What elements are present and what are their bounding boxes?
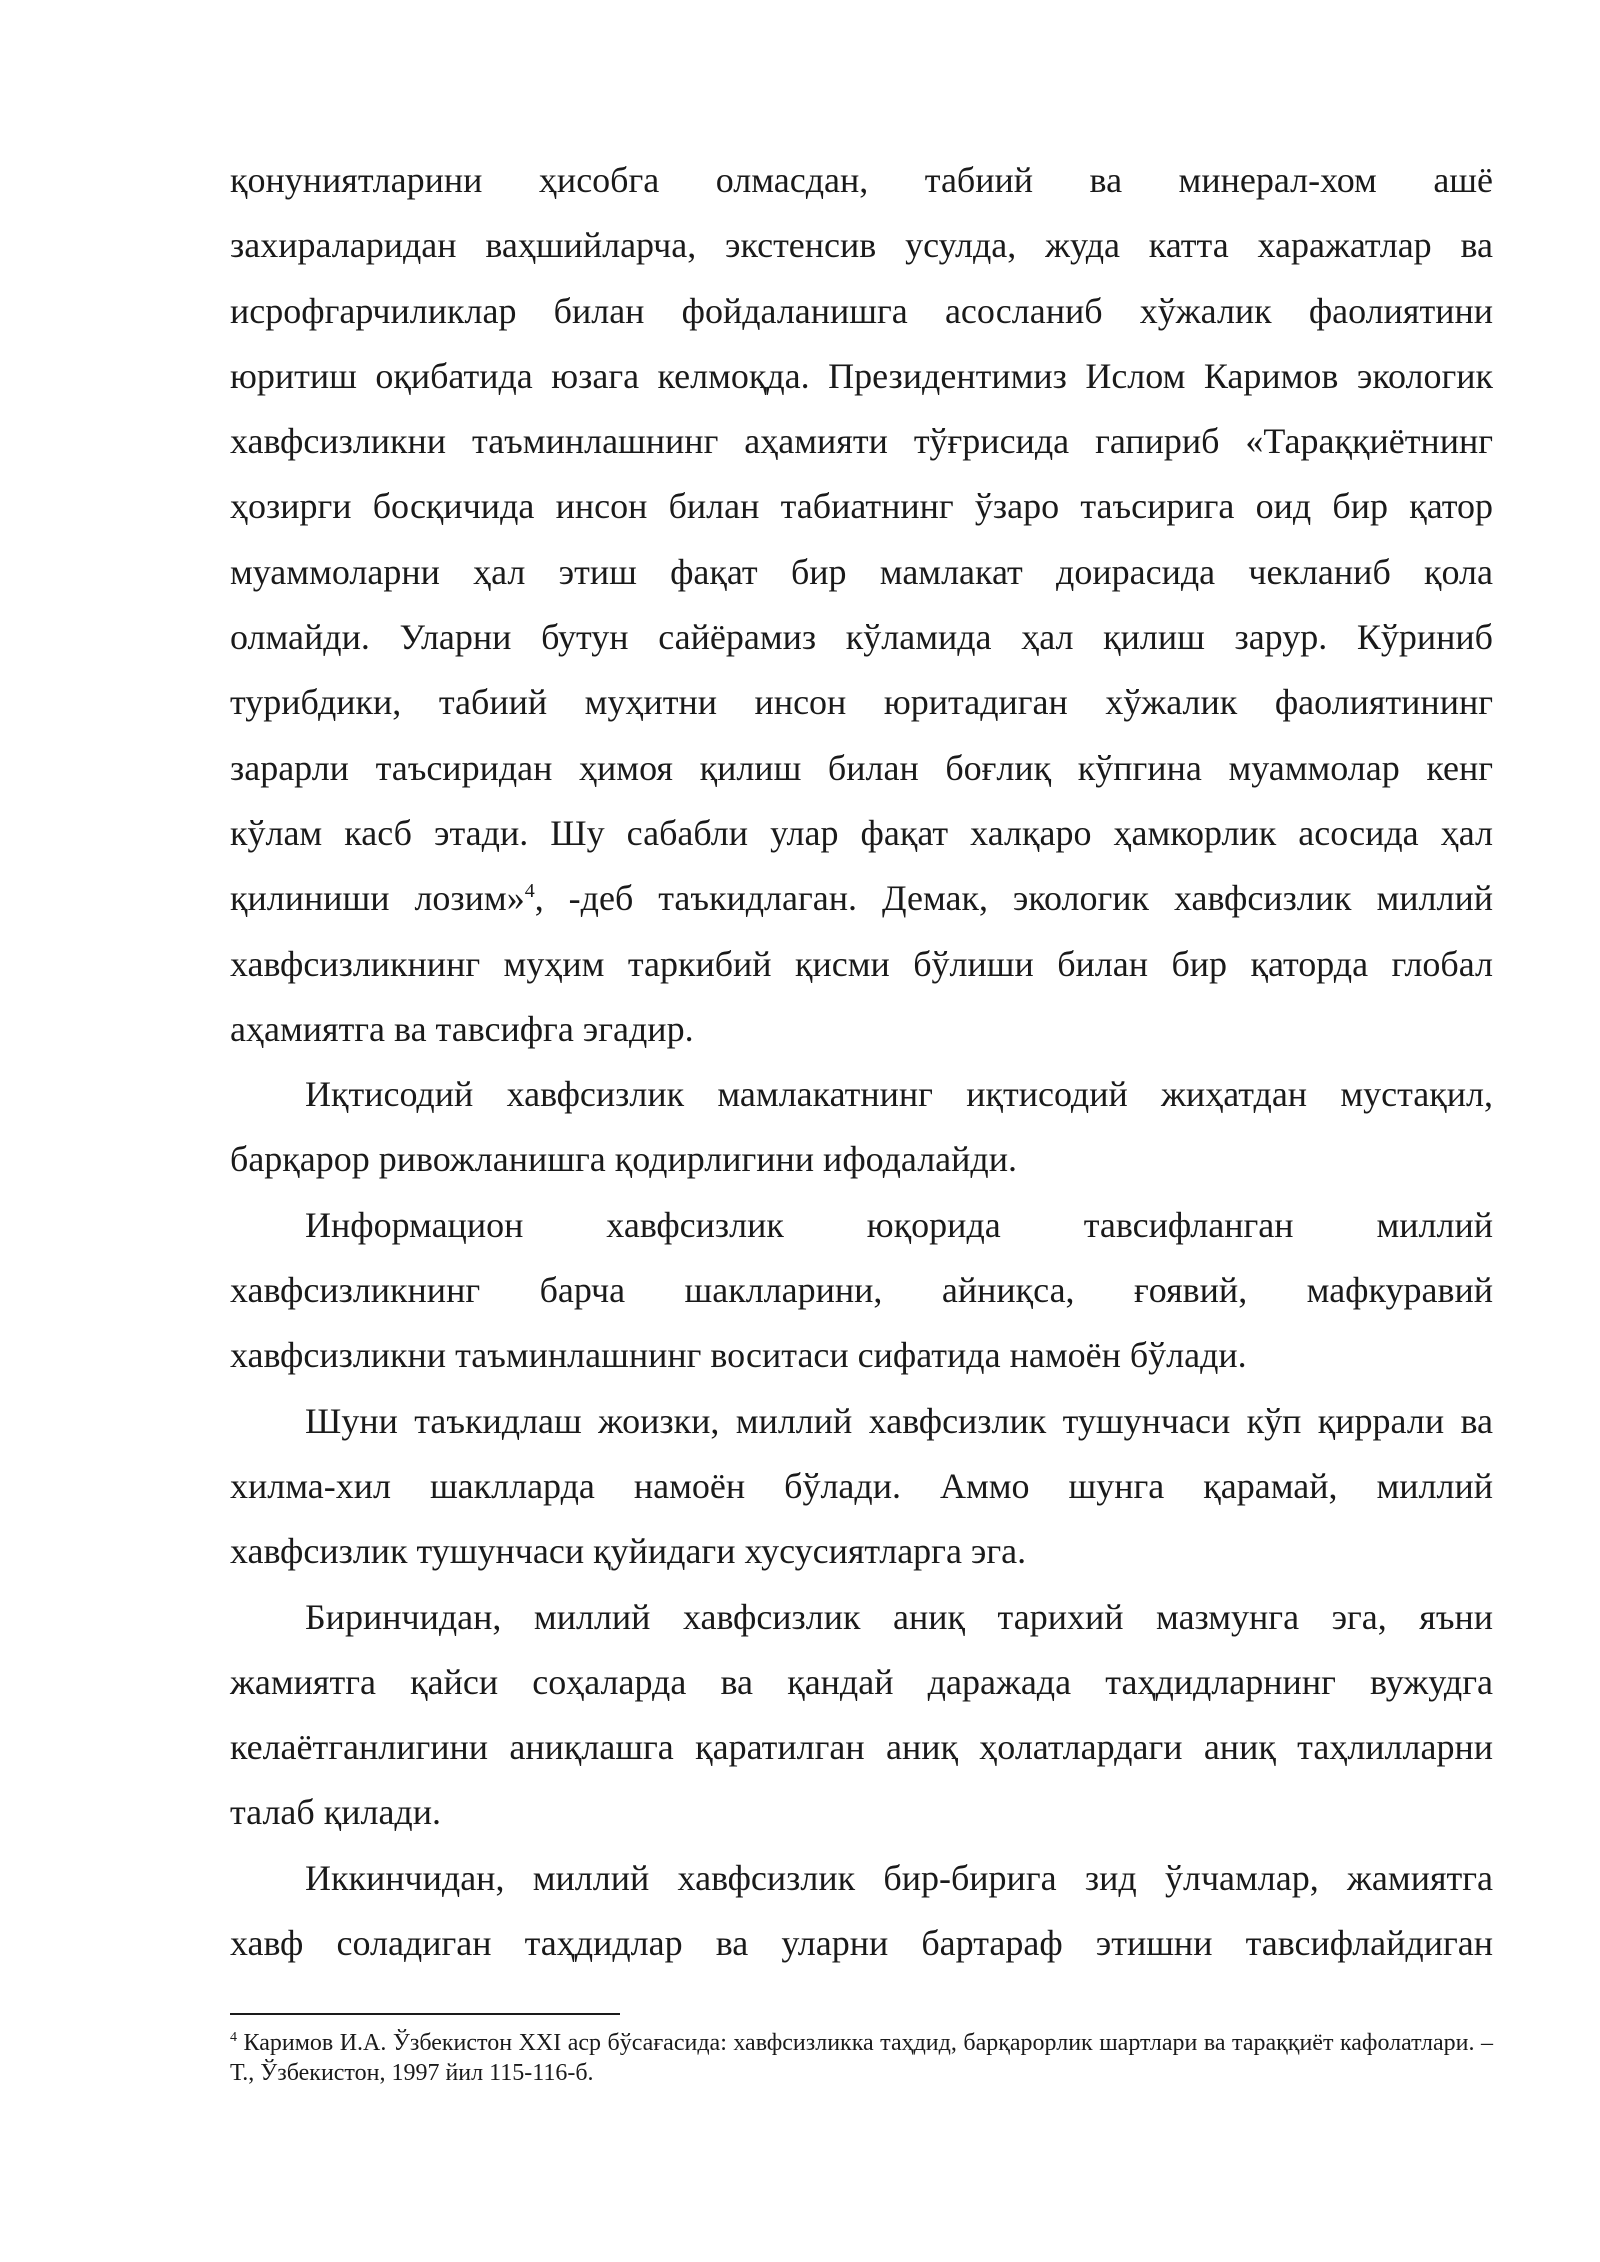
text-line: юритиш оқибатида юзага келмоқда. Президентимиз Ислом Каримов экологик xyxy=(230,355,1493,396)
text-line: жамиятга қайси соҳаларда ва қандай даражада таҳдидларнинг вужудга xyxy=(230,1661,1493,1702)
text-line: зарарли таъсиридан ҳимоя қилиш билан боғлиқ кўпгина муаммолар кенг xyxy=(230,747,1493,788)
text-line: ҳозирги босқичида инсон билан табиатнинг ўзаро таъсирига оид бир қатор xyxy=(230,486,1493,527)
text-line: Информацион хавфсизлик юқорида тавсифланган миллий xyxy=(305,1204,1493,1245)
text-line: Шуни таъкидлаш жоизки, миллий хавфсизлик тушунчаси кўп қиррали ва xyxy=(305,1400,1493,1441)
text-line: хавфсизликни таъминлашнинг аҳамияти тўғрисида гапириб «Тараққиётнинг xyxy=(230,421,1493,462)
text-line: хавфсизлик тушунчаси қуйидаги хусусиятларга эга. xyxy=(230,1531,1027,1572)
paragraph-3 xyxy=(230,1193,1493,1389)
paragraph-6 xyxy=(230,1846,1493,1977)
text-line: талаб қилади. xyxy=(230,1792,442,1833)
footnote-separator xyxy=(230,2013,620,2015)
text-line: Биринчидан, миллий хавфсизлик аниқ тарихий мазмунга эга, яъни xyxy=(305,1596,1493,1637)
text-line: қонуниятларини ҳисобга олмасдан, табиий ва минерал-хом ашё xyxy=(230,160,1493,200)
text-line: кўлам касб этади. Шу сабабли улар фақат халқаро ҳамкорлик асосида ҳал xyxy=(230,812,1493,853)
text-line: захираларидан ваҳшийларча, экстенсив усулда, жуда катта харажатлар ва xyxy=(230,225,1493,266)
text-line: муаммоларни ҳал этиш фақат бир мамлакат доирасида чекланиб қола xyxy=(230,551,1493,592)
text-line: хавф соладиган таҳдидлар ва уларни бартараф этишни тавсифлайдиган xyxy=(230,1923,1493,1964)
footnote-reference[interactable]: 4 xyxy=(524,880,535,903)
text-line: хилма-хил шаклларда намоён бўлади. Аммо шунга қарамай, миллий xyxy=(230,1465,1493,1506)
text-line: аҳамиятга ва тавсифга эгадир. xyxy=(230,1008,694,1049)
text-segment: , -деб таъкидлаган. Демак, экологик хавфсизлик миллий xyxy=(534,878,1493,919)
footnote-number: 4 xyxy=(230,2030,237,2045)
text-line: келаётганлигини аниқлашга қаратилган аниқ ҳолатлардаги аниқ таҳлилларни xyxy=(230,1727,1493,1768)
paragraph-1 xyxy=(230,148,1493,1062)
text-line: хавфсизликни таъминлашнинг воситаси сифатида намоён бўлади. xyxy=(230,1335,1247,1376)
text-line: Иқтисодий хавфсизлик мамлакатнинг иқтисодий жиҳатдан мустақил, xyxy=(305,1074,1493,1115)
text-line: хавфсизликнинг муҳим таркибий қисми бўлиши билан бир қаторда глобал xyxy=(230,943,1493,984)
text-line: хавфсизликнинг барча шаклларини, айниқса, ғоявий, мафкуравий xyxy=(230,1270,1493,1311)
footnote xyxy=(230,2028,1493,2088)
text-line-with-footnote-ref xyxy=(230,866,1493,931)
text-line: Иккинчидан, миллий хавфсизлик бир-бирига зид ўлчамлар, жамиятга xyxy=(305,1857,1493,1898)
text-line: олмайди. Уларни бутун сайёрамиз кўламида ҳал қилиш зарур. Кўриниб xyxy=(230,617,1493,658)
text-line: барқарор ривожланишга қодирлигини ифодалайди. xyxy=(230,1139,1018,1180)
paragraph-5 xyxy=(230,1585,1493,1846)
text-line: исрофгарчиликлар билан фойдаланишга асосланиб хўжалик фаолиятини xyxy=(230,290,1493,331)
footnote-text: Каримов И.А. Ўзбекистон XXI аср бўсағасида: хавфсизликка таҳдид, барқарорлик шартлари ва тараққиёт кафолатлари. – Т., Ўзбекистон, 1997 йил 115-116-б. xyxy=(230,2030,1493,2086)
paragraph-4 xyxy=(230,1389,1493,1585)
text-segment: қилиниши лозим» xyxy=(230,878,525,919)
paragraph-2 xyxy=(230,1062,1493,1193)
text-line: турибдики, табиий муҳитни инсон юритадиган хўжалик фаолиятининг xyxy=(230,682,1493,723)
page-body xyxy=(230,148,1493,1976)
